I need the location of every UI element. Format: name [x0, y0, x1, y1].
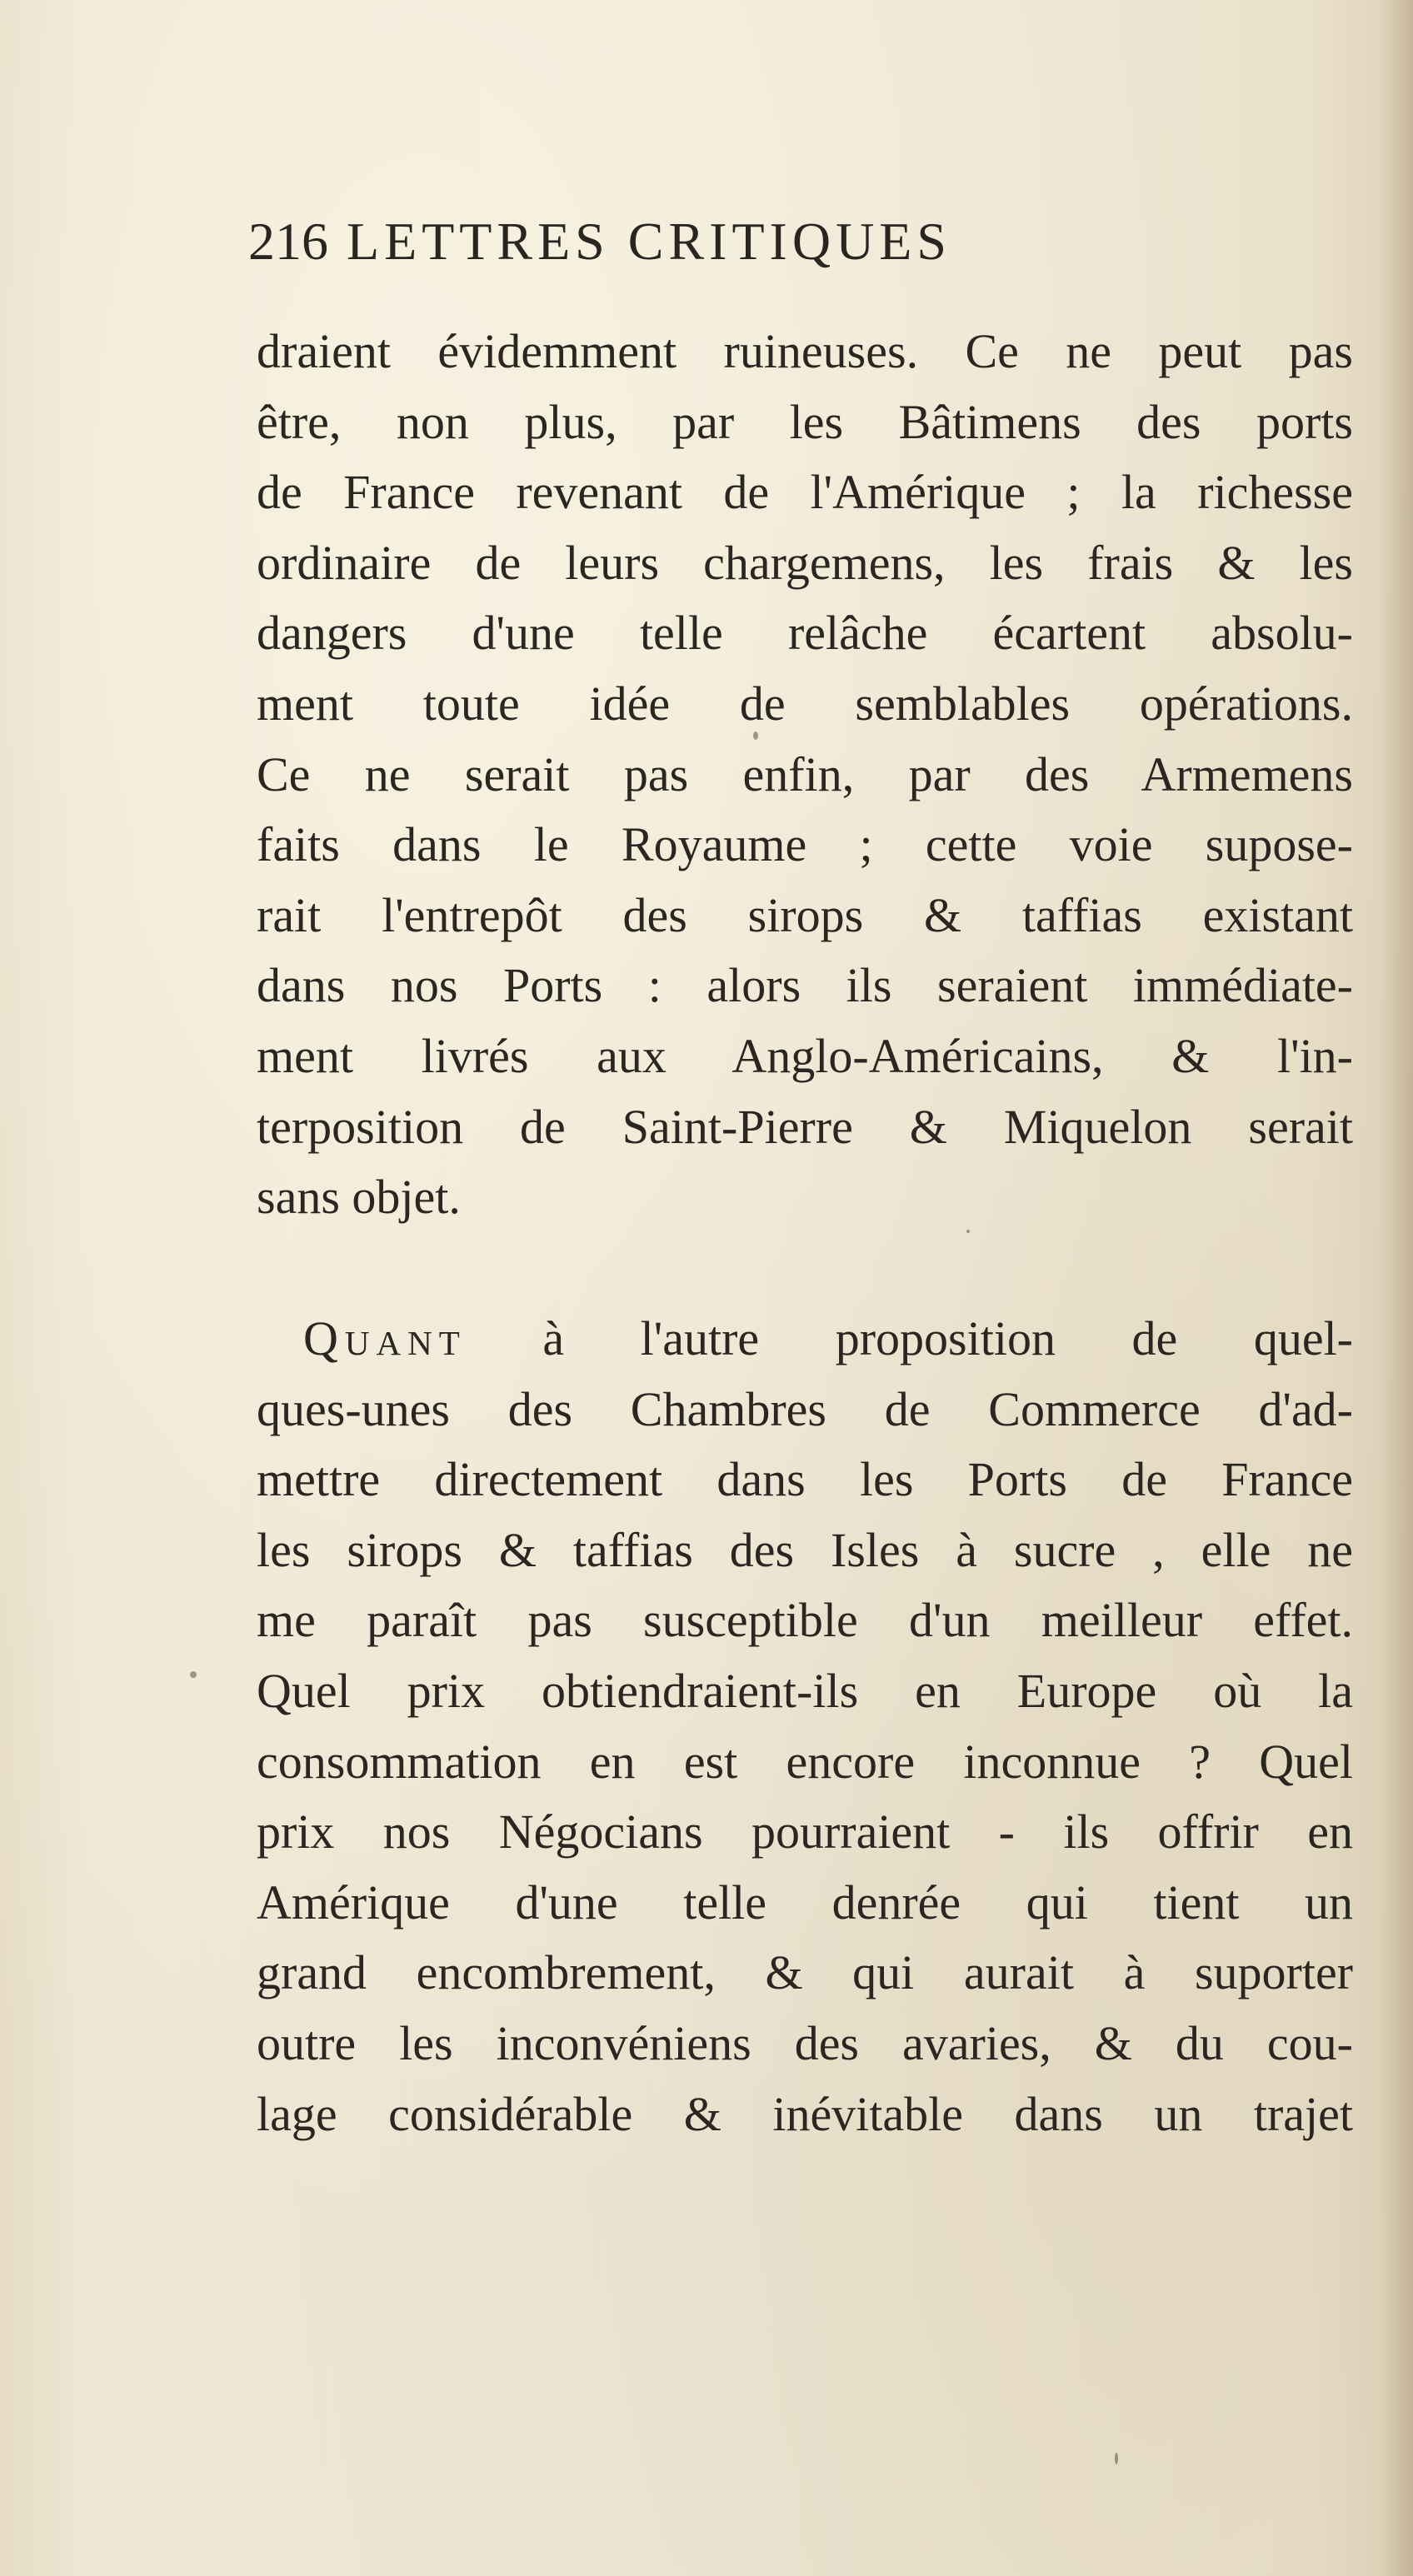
text-line-first — [257, 1304, 1353, 1375]
text-line: ques-unes des Chambres de Commerce d'ad- — [257, 1381, 1353, 1436]
text-line: de France revenant de l'Amérique ; la richesse — [257, 465, 1353, 520]
running-head — [248, 208, 1248, 275]
text-line: ment toute idée de semblables opérations. — [257, 676, 1353, 731]
text-line: dans nos Ports : alors ils seraient immédiate- — [257, 958, 1353, 1013]
text-line: lage considérable & inévitable dans un trajet — [257, 2086, 1353, 2141]
paper-speck — [190, 1671, 197, 1678]
text-line: Ce ne serait pas enfin, par des Armemens — [257, 746, 1353, 801]
text-line: prix nos Négocians pourraient - ils offrir en — [257, 1805, 1353, 1860]
text-line: être, non plus, par les Bâtimens des ports — [257, 394, 1353, 449]
paper-speck — [1115, 2453, 1118, 2464]
paragraph-1 — [257, 317, 1353, 1233]
page-edge-shadow — [1380, 0, 1413, 2576]
first-line-rest: à l'autre proposition de quel- — [542, 1311, 1353, 1365]
paper-speck — [966, 1230, 970, 1233]
text-line: outre les inconvéniens des avaries, & du cou- — [257, 2015, 1353, 2070]
text-line: me paraît pas susceptible d'un meilleur effet. — [257, 1593, 1353, 1648]
text-line: grand encombrement, & qui aurait à suporter — [257, 1945, 1353, 2000]
text-line: draient évidemment ruineuses. Ce ne peut pas — [257, 324, 1353, 378]
text-line: dangers d'une telle relâche écartent absolu- — [257, 606, 1353, 661]
text-line: mettre directement dans les Ports de France — [257, 1452, 1353, 1507]
paragraph-2 — [257, 1304, 1353, 2149]
text-line: Amérique d'une telle denrée qui tient un — [257, 1875, 1353, 1930]
text-line: faits dans le Royaume ; cette voie supose- — [257, 817, 1353, 872]
lead-word: Quant — [303, 1311, 467, 1365]
text-line: sans objet. — [257, 1170, 461, 1225]
text-line: les sirops & taffias des Isles à sucre , elle ne — [257, 1522, 1353, 1577]
page-number: 216 — [248, 212, 328, 271]
paper-speck — [753, 731, 758, 740]
text-line: ment livrés aux Anglo-Américains, & l'in- — [257, 1028, 1353, 1083]
running-title: LETTRES CRITIQUES — [347, 212, 951, 271]
text-line: consommation en est encore inconnue ? Quel — [257, 1734, 1353, 1789]
text-line: rait l'entrepôt des sirops & taffias existant — [257, 887, 1353, 942]
text-line: terposition de Saint-Pierre & Miquelon serait — [257, 1099, 1353, 1154]
text-line: ordinaire de leurs chargemens, les frais & les — [257, 535, 1353, 590]
text-line: Quel prix obtiendraient-ils en Europe où la — [257, 1663, 1353, 1718]
